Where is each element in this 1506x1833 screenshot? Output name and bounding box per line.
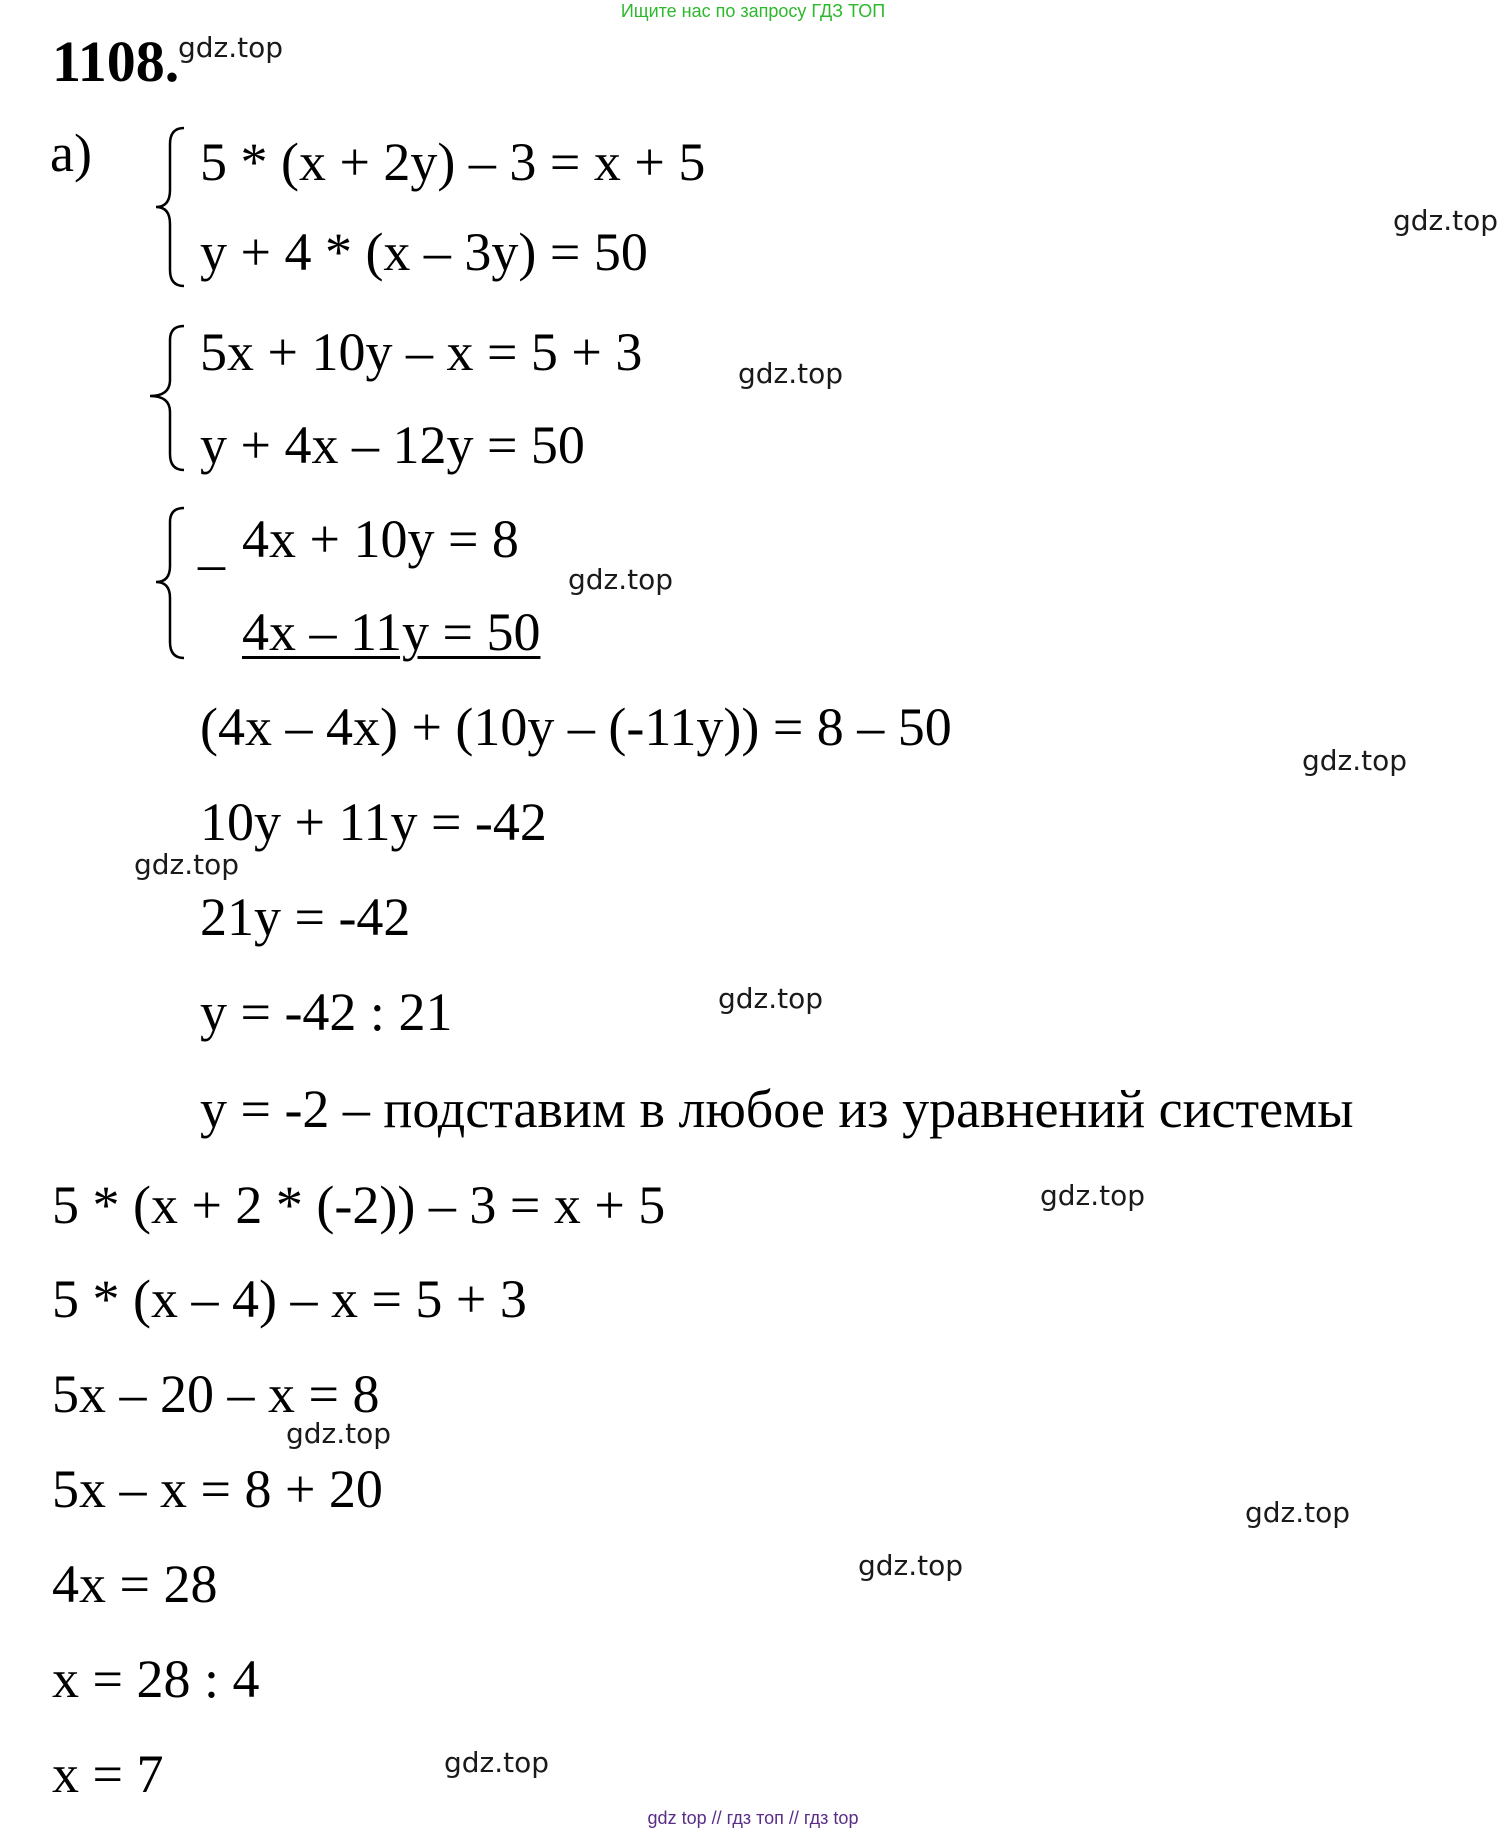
watermark: gdz.top (1393, 204, 1499, 237)
watermark: gdz.top (286, 1417, 392, 1450)
system3-eq1: 4x + 10y = 8 (242, 509, 519, 569)
watermark: gdz.top (1245, 1496, 1351, 1529)
system1-eq2: y + 4 * (x – 3y) = 50 (200, 222, 648, 282)
problem-number: 1108. (52, 29, 180, 94)
step-x-2: 5 * (x – 4) – x = 5 + 3 (52, 1269, 527, 1329)
step-x-7: x = 7 (52, 1744, 164, 1804)
step-x-1: 5 * (x + 2 * (-2)) – 3 = x + 5 (52, 1175, 666, 1235)
step-x-4: 5x – x = 8 + 20 (52, 1459, 383, 1519)
system3-brace-icon (150, 504, 190, 662)
footer: gdz top // гдз топ // гдз top (647, 1808, 859, 1828)
watermark: gdz.top (134, 848, 240, 881)
watermark: gdz.top (858, 1549, 964, 1582)
step-y-2: 10y + 11y = -42 (200, 792, 547, 852)
part-label: а) (50, 123, 92, 183)
step-y-5: y = -2 – подставим в любое из уравнений системы (200, 1079, 1354, 1139)
watermark: gdz.top (718, 982, 824, 1015)
watermark: gdz.top (568, 563, 674, 596)
system2-brace-icon (146, 322, 190, 474)
system3-eq2 (200, 602, 541, 662)
watermark: gdz.top (1302, 744, 1408, 777)
step-y-4: y = -42 : 21 (200, 982, 453, 1042)
step-x-6: x = 28 : 4 (52, 1649, 260, 1709)
system2-eq2: y + 4x – 12y = 50 (200, 415, 585, 475)
minus-sign: _ (198, 515, 225, 575)
system1-brace-icon (150, 122, 190, 292)
system2-eq1: 5x + 10y – x = 5 + 3 (200, 322, 643, 382)
watermark: gdz.top (1040, 1179, 1146, 1212)
watermark: gdz.top (444, 1746, 550, 1779)
watermark: gdz.top (178, 31, 284, 64)
system3-eq2-text: 4x – 11y = 50 (242, 602, 541, 662)
step-y-1: (4x – 4x) + (10y – (-11y)) = 8 – 50 (200, 697, 952, 757)
step-x-3: 5x – 20 – x = 8 (52, 1364, 380, 1424)
step-x-5: 4x = 28 (52, 1554, 218, 1614)
top-banner: Ищите нас по запросу ГДЗ ТОП (620, 1, 886, 21)
system1-eq1: 5 * (x + 2y) – 3 = x + 5 (200, 132, 706, 192)
watermark: gdz.top (738, 357, 844, 390)
step-y-3: 21y = -42 (200, 887, 411, 947)
